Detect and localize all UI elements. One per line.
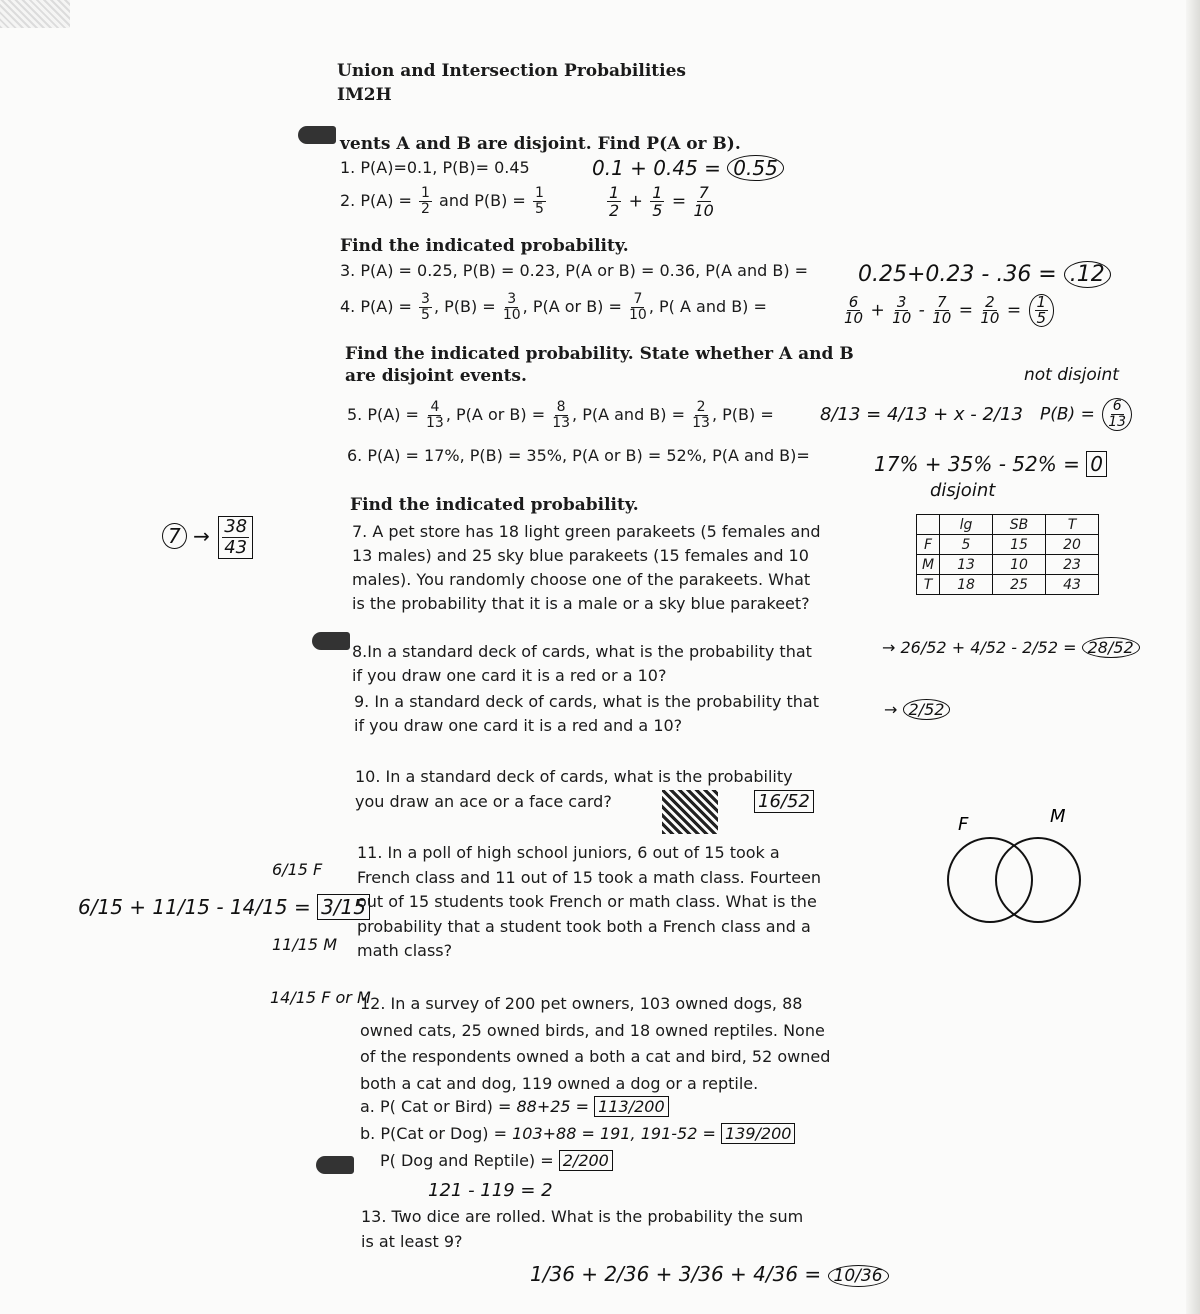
q1 [340,158,530,177]
venn-label-m: M [1050,806,1066,827]
q7-margin-answer: $\frac{38}{43}$ [218,516,253,559]
table-cell: 23 [1046,555,1099,575]
parakeet-table [916,514,1099,595]
q2 [340,186,548,217]
q1-number: 1. [340,158,356,177]
q5-work: 8/13 = 4/13 + x - 2/13 [820,404,1023,425]
q4-work: $\frac{6}{10}$ + $\frac{3}{10}$ - $\frac{7}{10}$ = $\frac{2}{10}$ = $\frac{1}{5}$ [842,294,1056,327]
q6-text: 6. P(A) = 17%, P(B) = 35%, P(A or B) = 52%, P(A and B)= [347,446,810,465]
q6-note: disjoint [930,480,996,501]
q7-margin-label: 7 [162,523,187,549]
q12a: a. P( Cat or Bird) = 88+25 = 113/200 [360,1097,669,1116]
q2-lead: P(A) = [360,191,412,210]
q12b: b. P(Cat or Dog) = 103+88 = 191, 191-52 = 139/200 [360,1124,795,1143]
q9-text: 9. In a standard deck of cards, what is the probability that if you draw one card it is a red and a 10? [354,692,820,735]
q6-work: 17% + 35% - 52% = 0 [874,452,1107,476]
q12a-answer: 113/200 [594,1096,668,1117]
q8-answer: 28/52 [1082,637,1140,658]
q1-work [592,156,784,180]
q11-answer: 3/15 [317,894,370,920]
q12-text: 12. In a survey of 200 pet owners, 103 owned dogs, 88 owned cats, 25 owned birds, and 18 owned reptiles. None of the respondents owned a both a cat and bird, 52 owned both a cat and dog, 119 owned a dog or a reptile. [360,994,831,1093]
table-cell: F [917,535,940,555]
q2-number: 2. [340,191,356,210]
q11-text: 11. In a poll of high school juniors, 6 out of 15 took a French class and 11 out of 15 took a math class. Fourteen out of 15 students took French or math class. What is the probability that a student took both a French class and a math class? [357,843,822,960]
q9-answer: 2/52 [903,699,951,720]
q12c-answer: 2/200 [559,1150,613,1171]
q11-side-fm: 14/15 F or M [270,988,371,1007]
q12c-arrow-icon [316,1156,354,1178]
table-cell [917,515,940,535]
scan-speckle [0,0,70,28]
q8-work: → 26/52 + 4/52 - 2/52 = 28/52 [882,638,1140,657]
q1-text: P(A)=0.1, P(B)= 0.45 [360,158,530,177]
q5: 5. P(A) = $\frac{4}{13}$ , P(A or B) = $\frac{8}{13}$ , P(A and B) = $\frac{2}{13}$ , P(B) = [347,399,774,431]
section3-heading-line1: Find the indicated probability. State whether A and B [345,344,854,364]
q3-text: 3. P(A) = 0.25, P(B) = 0.23, P(A or B) = 0.36, P(A and B) = [340,261,809,280]
q8-text: 8.In a standard deck of cards, what is the probability that if you draw one card it is a red or a 10? [352,642,812,685]
q8-arrow-icon [312,632,350,654]
q12c-work: 121 - 119 = 2 [428,1180,553,1201]
table-cell: SB [993,515,1046,535]
scan-edge-shadow [1186,0,1200,1314]
table-row [917,535,1099,555]
worksheet-title: Union and Intersection Probabilities [337,61,686,81]
q2-answer: $\frac{7}{10}$ [693,183,714,220]
venn-diagram [920,800,1100,930]
table-header-row [917,515,1099,535]
q11-work: 6/15 + 11/15 - 14/15 = 3/15 [78,895,370,919]
table-cell: 20 [1046,535,1099,555]
q3-answer: .12 [1064,261,1111,288]
table-cell: T [917,575,940,595]
table-cell: 25 [993,575,1046,595]
q10-answer: 16/52 [754,790,814,813]
q2-pb-fraction: $\frac{1}{5}$ [534,185,544,217]
q2-mid: and P(B) = [439,191,526,210]
q10-text: 10. In a standard deck of cards, what is the probability you draw an ace or a face card? [355,767,793,811]
section4-heading: Find the indicated probability. [350,495,639,515]
table-cell: 18 [940,575,993,595]
q1-answer: 0.55 [727,155,784,181]
section3-heading-line2: are disjoint events. [345,366,527,386]
table-cell: 5 [940,535,993,555]
q9-work: → 2/52 [884,700,950,719]
q1-work-text: 0.1 + 0.45 = [592,156,721,180]
q2-work: $\frac{1}{2}$ + $\frac{1}{5}$ = $\frac{7}{10}$ [609,183,714,220]
table-cell: 13 [940,555,993,575]
q12c: P( Dog and Reptile) = 2/200 [380,1151,613,1170]
venn-circle-f [948,838,1032,922]
q5-note: not disjoint [1024,365,1119,385]
table-row [917,555,1099,575]
q11-side-m: 11/15 M [272,935,337,954]
q6-answer: 0 [1086,451,1107,477]
venn-label-f: F [958,814,969,835]
table-cell: M [917,555,940,575]
section1-heading: vents A and B are disjoint. Find P(A or B). [340,134,741,154]
q2-pa-fraction: $\frac{1}{2}$ [421,185,430,217]
table-cell: lg [940,515,993,535]
q4-answer: $\frac{1}{5}$ [1029,294,1055,327]
q7-text: 7. A pet store has 18 light green parakeets (5 females and 13 males) and 25 sky blue parakeets (15 females and 10 males). You randomly choose one of the parakeets. What is the probability that it is a male or a sky blue parakeet? [352,522,821,613]
q5-answer: P(B) = $\frac{6}{13}$ [1040,398,1134,431]
q10-scribble [662,790,718,834]
q3-work: 0.25+0.23 - .36 = .12 [858,262,1111,287]
table-cell: 15 [993,535,1046,555]
q11-side-f: 6/15 F [272,860,323,879]
section2-heading: Find the indicated probability. [340,236,629,256]
course-code: IM2H [337,85,392,105]
q13-work: 1/36 + 2/36 + 3/36 + 4/36 = 10/36 [530,1262,889,1286]
table-cell: 43 [1046,575,1099,595]
q13-text: 13. Two dice are rolled. What is the probability the sum is at least 9? [361,1207,804,1251]
table-row [917,575,1099,595]
q4: 4. P(A) = $\frac{3}{5}$ , P(B) = $\frac{3}{10}$ , P(A or B) = $\frac{7}{10}$ , P( A and B) = [340,291,767,323]
section-arrow-icon [298,126,336,148]
venn-circle-m [996,838,1080,922]
table-cell: T [1046,515,1099,535]
table-cell: 10 [993,555,1046,575]
q7-margin-work: 7 → $\frac{38}{43}$ [162,516,255,559]
q12b-answer: 139/200 [721,1123,795,1144]
q13-answer: 10/36 [828,1265,889,1287]
